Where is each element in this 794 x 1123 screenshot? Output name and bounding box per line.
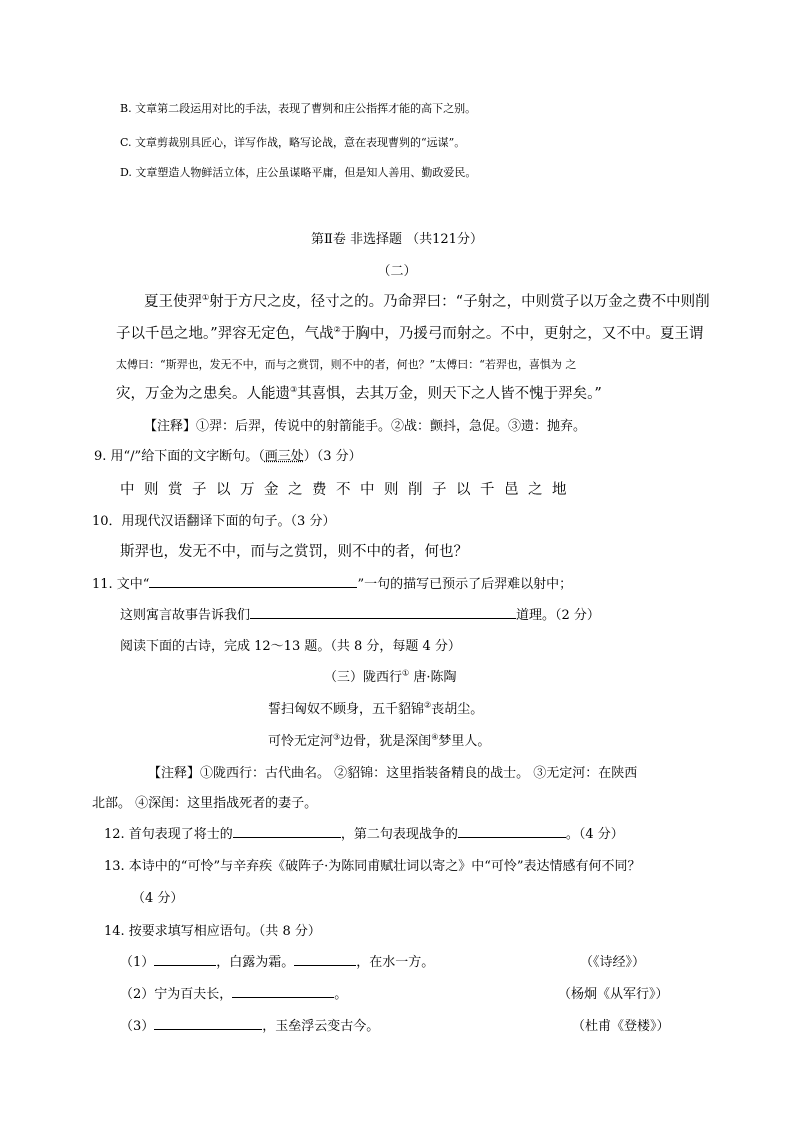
answer-blank[interactable] (458, 836, 566, 838)
poem-note-2: 北部。 ④深闺：这里指战死者的妻子。 (92, 796, 318, 811)
question-9-text: 中则赏子以万金之费不中则削子以千邑之地 (120, 482, 576, 498)
question-12: 12. 首句表现了将士的 ，第二句表现战争的 。（4 分） (104, 827, 624, 842)
question-14-source-2: （杨炯《从军行》） (558, 987, 669, 1002)
poem-title: （三）陇西行① 唐·陈陶 (324, 668, 457, 685)
question-13-stem: 13. 本诗中的“可怜”与辛弃疾《破阵子·为陈同甫赋壮词以寄之》中“可怜”表达情感有何不同？ (104, 859, 641, 874)
option-c: C. 文章剪裁别具匠心，详写作战，略写论战，意在表现曹刿的“远谋”。 (120, 136, 466, 149)
question-11-line-2: 这则寓言故事告诉我们 道理。（2 分） (120, 608, 600, 623)
answer-blank[interactable] (154, 1028, 262, 1030)
question-9-stem: 9. 用“/”给下面的文字断句。（画三处）（3 分） (94, 449, 362, 464)
answer-blank[interactable] (233, 836, 341, 838)
option-b: B. 文章第二段运用对比的手法，表现了曹刿和庄公指挥才能的高下之别。 (120, 102, 477, 115)
answer-blank[interactable] (149, 586, 357, 588)
passage-line-2: 子以千邑之地。”羿容无定色，气战②于胸中，乃援弓而射之。不中，更射之，又不中。夏王谓 (116, 325, 704, 342)
section-title: 第Ⅱ卷 非选择题 （共121分） (311, 232, 483, 247)
option-d: D. 文章塑造人物鲜活立体，庄公虽谋略平庸，但是知人善用、勤政爱民。 (120, 166, 477, 179)
question-14-item-1: （1） ，白露为霜。 ，在水一方。 (120, 955, 435, 970)
passage-note: 【注释】①羿：后羿，传说中的射箭能手。②战：颤抖，急促。③遗：抛弃。 (144, 419, 587, 434)
answer-blank[interactable] (294, 964, 356, 966)
part-two-heading: （二） (377, 264, 417, 279)
poem-instruction: 阅读下面的古诗，完成 12～13 题。（共 8 分，每题 4 分） (120, 639, 461, 654)
question-10-stem: 10．用现代汉语翻译下面的句子。（3 分） (92, 514, 336, 529)
question-14-stem: 14. 按要求填写相应语句。（共 8 分） (104, 924, 321, 939)
passage-line-1: 夏王使羿①射于方尺之皮，径寸之的。乃命羿曰：“子射之，中则赏子以万金之费不中则削 (144, 293, 710, 310)
answer-blank[interactable] (250, 617, 516, 619)
answer-blank[interactable] (154, 964, 216, 966)
question-13-points: （4 分） (132, 891, 184, 906)
question-14-item-2: （2）宁为百夫长， 。 (120, 987, 348, 1002)
question-14-source-1: （《诗经》） (580, 955, 646, 970)
poem-line-1: 誓扫匈奴不顾身，五千貂锦②丧胡尘。 (268, 700, 484, 717)
poem-note-1: 【注释】①陇西行：古代曲名。 ②貂锦：这里指装备精良的战士。 ③无定河：在陕西 (148, 766, 638, 781)
question-14-source-3: （杜甫《登楼》） (572, 1019, 670, 1034)
answer-blank[interactable] (232, 996, 334, 998)
question-14-item-3: （3） ，玉垒浮云变古今。 (120, 1019, 380, 1034)
passage-line-4: 灾，万金为之患矣。人能遗③其喜惧，去其万金，则天下之人皆不愧于羿矣。” (116, 385, 602, 402)
question-10-text: 斯羿也，发无不中，而与之赏罚，则不中的者，何也？ (120, 544, 468, 560)
passage-line-3: 太傅曰：“斯羿也，发无不中，而与之赏罚，则不中的者，何也？”太傅曰：“若羿也，喜惧为 之 (116, 358, 577, 371)
question-11-line-1: 11. 文中“ ”一句的描写已预示了后羿难以射中； (92, 577, 573, 592)
poem-line-2: 可怜无定河③边骨，犹是深闺④梦里人。 (268, 732, 491, 749)
